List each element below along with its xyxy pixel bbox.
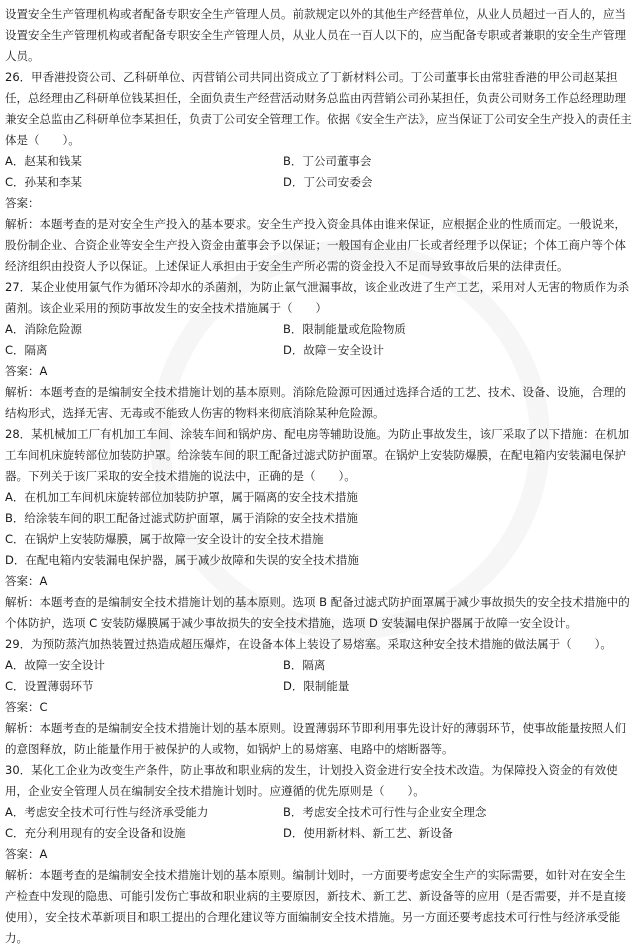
option-26-d: D．丁公司安委会 — [283, 175, 373, 189]
answer-29 — [5, 697, 633, 718]
answer-26 — [5, 193, 633, 214]
answer-value-28: A — [39, 574, 48, 588]
answer-value-29: C — [39, 700, 48, 714]
analysis-28: 解析：本题考查的是编制安全技术措施计划的基本原则。选项 B 配备过滤式防护面罩属于减少事故损失的安全技术措施中的个体防护，选项 C 安装防爆膜属于减少事故损失的安全技术措施，选项 D 安装漏电保护器属于故障一安全设计。 — [5, 595, 630, 630]
question-stem-26: 26．甲香港投资公司、乙科研单位、丙营销公司共同出资成立了丁新材料公司。丁公司董事长由常驻香港的甲公司赵某担任，总经理由乙科研单位钱某担任，全面负责生产经营活动财务总监由丙营销公司孙某担任，负责公司财务工作总经理助理兼安全总监由乙科研单位李某担任，负责丁公司安全管理工作。依据《安全生产法》，应当保证丁公司安全生产投入的责任主体是（ ）。 — [5, 70, 632, 147]
option-29-a: A．故障一安全设计 — [5, 658, 105, 672]
option-27-a: A．消除危险源 — [5, 322, 82, 336]
option-27-c: C．隔离 — [5, 343, 48, 357]
option-28-b: B．给涂装车间的职工配备过滤式防护面罩，属于消除的安全技术措施 — [5, 511, 358, 525]
answer-30 — [5, 844, 633, 865]
option-28-a: A．在机加工车间机床旋转部位加装防护罩，属于隔离的安全技术措施 — [5, 490, 358, 504]
option-27-d: D．故障－安全设计 — [283, 343, 384, 357]
options-27 — [5, 319, 633, 361]
option-27-b: B．限制能量或危险物质 — [283, 322, 406, 336]
options-30 — [5, 802, 633, 844]
intro-paragraph: 设置安全生产管理机构或者配备专职安全生产管理人员。前款规定以外的其他生产经营单位，从业人员超过一百人的，应当设置安全生产管理机构或者配备专职安全生产管理人员，从业人员在一百人以下的，应当配备专职或者兼职的安全生产管理人员。 — [5, 7, 626, 63]
answer-28 — [5, 571, 633, 592]
option-28-d: D．在配电箱内安装漏电保护器，属于减少故障和失误的安全技术措施 — [5, 553, 359, 567]
option-30-b: B．考虑安全技术可行性与企业安全理念 — [283, 805, 487, 819]
answer-27 — [5, 361, 633, 382]
question-stem-28: 28．某机械加工厂有机加工车间、涂装车间和锅炉房、配电房等辅助设施。为防止事故发生，该厂采取了以下措施：在机加工车间机床旋转部位加装防护罩。给涂装车间的职工配备过滤式防护面罩。在锅炉上安装防爆膜，在配电箱内安装漏电保护器。下列关于该厂采取的安全技术措施的说法中，正确的是（ ）。 — [5, 427, 630, 483]
option-29-d: D．限制能量 — [283, 679, 350, 693]
option-30-d: D．使用新材料、新工艺、新设备 — [283, 826, 453, 840]
analysis-30: 解析：本题考查的是编制安全技术措施计划的基本原则。编制计划时，一方面要考虑安全生产的实际需要，如针对在安全生产检查中发现的隐患、可能引发伤亡事故和职业病的主要原因，新技术、新工艺、新设备等的应用（是否需要，并不是直接使用），安全技术革新项目和职工提出的合理化建议等方面编制安全技术措施。另一方面还要考虑技术可行性与经济承受能力。 — [5, 868, 626, 945]
options-29 — [5, 655, 633, 697]
question-stem-30: 30．某化工企业为改变生产条件，防止事故和职业病的发生，计划投入资金进行安全技术改造。为保障投入资金的有效使用，企业安全管理人员在编制安全技术措施计划时。应遵循的优先原则是（ ）。 — [5, 763, 618, 798]
answer-label: 答案： — [5, 364, 40, 378]
answer-label: 答案： — [5, 196, 40, 210]
option-26-a: A．赵某和钱某 — [5, 154, 82, 168]
answer-value-27: A — [39, 364, 48, 378]
analysis-29: 解析：本题考查的是编制安全技术措施计划的基本原则。设置薄弱环节即利用事先设计好的薄弱环节，使事故能量按照人们的意图释放，防止能量作用于被保护的人或物，如锅炉上的易熔塞、电路中的熔断器等。 — [5, 721, 626, 756]
option-29-c: C．设置薄弱环节 — [5, 679, 94, 693]
option-28-c: C．在锅炉上安装防爆膜，属于故障一安全设计的安全技术措施 — [5, 532, 324, 546]
question-stem-29: 29．为预防蒸汽加热装置过热造成超压爆炸，在设备本体上装设了易熔塞。采取这种安全技术措施的做法属于（ ）。 — [5, 637, 612, 651]
option-29-b: B．隔离 — [283, 658, 326, 672]
option-26-c: C．孙某和李某 — [5, 175, 83, 189]
question-stem-27: 27．某企业使用氯气作为循环冷却水的杀菌剂，为防止氯气泄漏事故，该企业改进了生产工艺，采用对人无害的物质作为杀菌剂。该企业采用的预防事故发生的安全技术措施属于（ ） — [5, 280, 630, 315]
analysis-26: 解析：本题考查的是对安全生产投入的基本要求。安全生产投入资金具体由谁来保证，应根据企业的性质而定。一般说来，股份制企业、合资企业等安全生产投入资金由董事会予以保证；一般国有企业由厂长或者经理予以保证；个体工商户等个体经济组织由投资人予以保证。上述保证人承担由于安全生产所必需的资金投入不足而导致事故后果的法律责任。 — [5, 217, 626, 273]
options-26 — [5, 151, 633, 193]
exam-page — [5, 4, 633, 949]
answer-label: 答案： — [5, 700, 40, 714]
answer-label: 答案： — [5, 847, 40, 861]
option-30-c: C．充分利用现有的安全设备和设施 — [5, 826, 186, 840]
options-28 — [5, 487, 633, 571]
option-26-b: B．丁公司董事会 — [283, 154, 372, 168]
answer-label: 答案： — [5, 574, 40, 588]
option-30-a: A．考虑安全技术可行性与经济承受能力 — [5, 805, 209, 819]
analysis-27: 解析：本题考查的是编制安全技术措施计划的基本原则。消除危险源可因通过选择合适的工艺、技术、设备、设施，合理的结构形式，选择无害、无毒或不能致人伤害的物料来彻底消除某种危险源。 — [5, 385, 626, 420]
answer-value-30: A — [39, 847, 48, 861]
